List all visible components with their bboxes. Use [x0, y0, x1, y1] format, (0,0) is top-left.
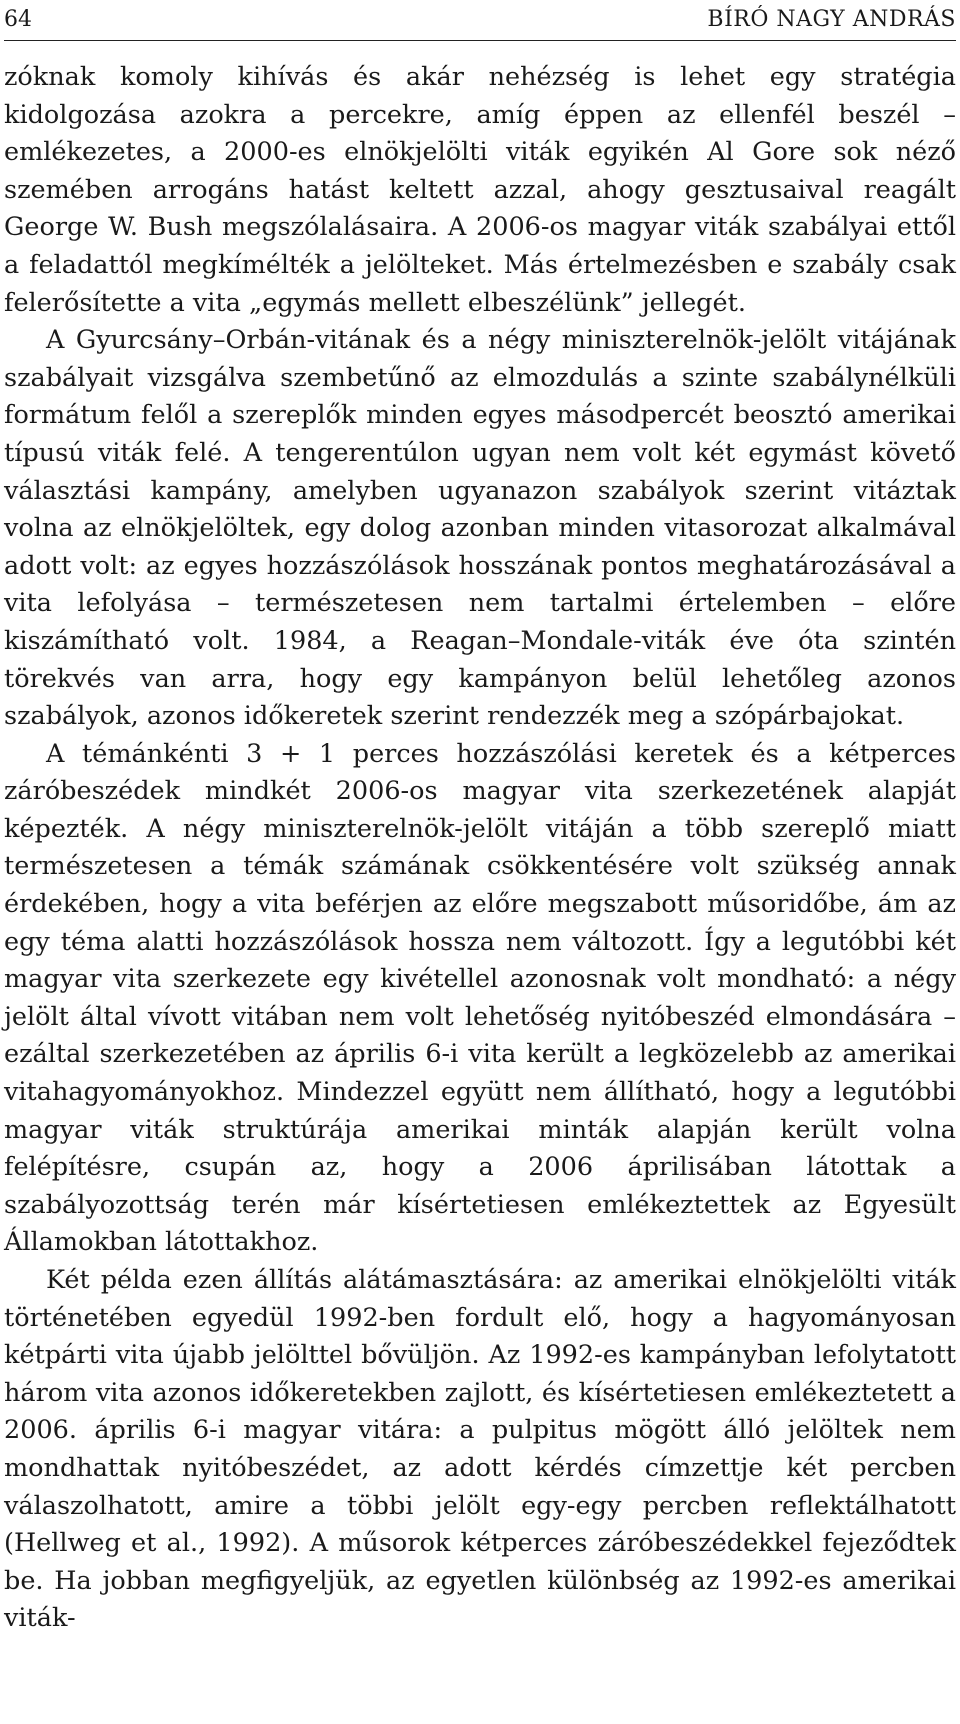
paragraph-1: zóknak komoly kihívás és akár nehézség is lehet egy stratégia kidolgozása azokra a percekre, amíg éppen az ellenfél beszél – emlékezetes, a 2000-es elnökjelölti viták egyikén Al Gore sok néző szemében arrogáns hatást keltett azzal, ahogy gesztusaival reagált George W. Bush megszólalásaira. A 2006-os magyar viták szabályai ettől a feladattól megkímélték a jelölteket. Más értelmezésben e szabály csak felerősítette a vita „egymás mellett elbeszélünk” jellegét. [4, 62, 956, 318]
paragraph-3: A témánkénti 3 + 1 perces hozzászólási keretek és a kétperces záróbeszédek mindkét 2006-os magyar vita szerkezetének alapját képezték. A négy miniszterelnök-jelölt vitáján a több szereplő miatt természetesen a témák számának csökkentésére volt szükség annak érdekében, hogy a vita beférjen az előre megszabott műsoridőbe, ám az egy téma alatti hozzászólások hossza nem változott. Így a legutóbbi két magyar vita szerkezete egy kivétellel azonosnak volt mondható: a négy jelölt által vívott vitában nem volt lehetőség nyitóbeszéd elmondására – ezáltal szerkezetében az április 6-i vita került a legközelebb az amerikai vitahagyományokhoz. Mindezzel együtt nem állítható, hogy a legutóbbi magyar viták struktúrája amerikai minták alapján került volna felépítésre, csupán az, hogy a 2006 áprilisában látottak a szabályozottság terén már kísértetiesen emlékeztettek az Egyesült Államokban látottakhoz. [4, 738, 956, 1258]
page-number: 64 [4, 7, 32, 32]
author-name: BÍRÓ NAGY ANDRÁS [707, 7, 956, 32]
body-text [4, 59, 956, 1638]
paragraph-4: Két példa ezen állítás alátámasztására: az amerikai elnökjelölti viták történetében egyedül 1992-ben fordult elő, hogy a hagyományosan kétpárti vita újabb jelölttel bővüljön. Az 1992-es kampányban lefolytatott három vita azonos időkeretekben zajlott, és kísértetiesen emlékeztetett a 2006. április 6-i magyar vitára: a pulpitus mögött álló jelöltek nem mondhattak nyitóbeszédet, az adott kérdés címzettje két percben válaszolhatott, amire a többi jelölt egy-egy percben reflektálhatott (Hellweg et al., 1992). A műsorok kétperces záróbeszédekkel fejeződtek be. Ha jobban megfigyeljük, az egyetlen különbség az 1992-es amerikai viták- [4, 1265, 956, 1634]
running-head [4, 0, 956, 41]
document-page [4, 0, 956, 1638]
paragraph-2: A Gyurcsány–Orbán-vitának és a négy miniszterelnök-jelölt vitájának szabályait vizsgálva szembetűnő az elmozdulás a szinte szabálynélküli formátum felől a szereplők minden egyes másodpercét beosztó amerikai típusú viták felé. A tengerentúlon ugyan nem volt két egymást követő választási kampány, amelyben ugyanazon szabályok szerint vitáztak volna az elnökjelöltek, egy dolog azonban minden vitasorozat alkalmával adott volt: az egyes hozzászólások hosszának pontos meghatározásával a vita lefolyása – természetesen nem tartalmi értelemben – előre kiszámítható volt. 1984, a Reagan–Mondale-viták éve óta szintén törekvés van arra, hogy egy kampányon belül lehetőleg azonos szabályok, azonos időkeretek szerint rendezzék meg a szópárbajokat. [4, 325, 956, 732]
